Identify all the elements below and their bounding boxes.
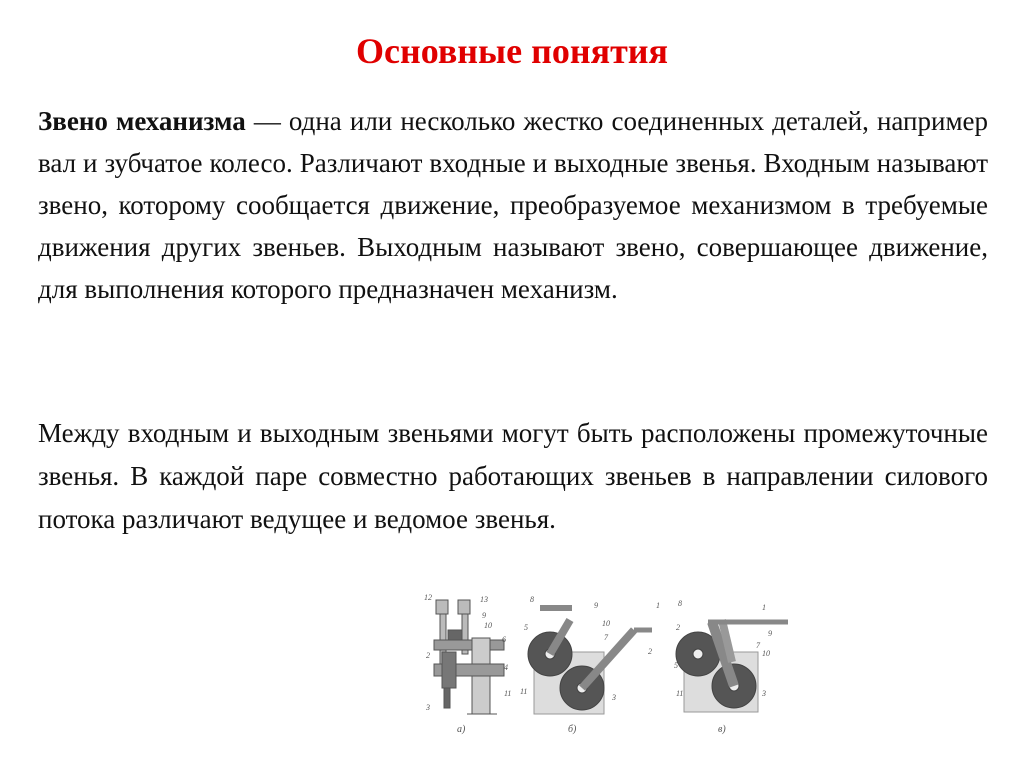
mechanism-figures [412, 592, 792, 742]
paragraph-intermediate [38, 412, 988, 541]
svg-text:а): а) [457, 724, 466, 735]
svg-text:9: 9 [482, 611, 486, 620]
svg-text:7: 7 [604, 633, 608, 642]
definition-text: — одна или несколько жестко соединенных деталей, например вал и зубчатое колесо. Различают входные и выходные звенья. Входным называют звено, которому сообщается движение, преобразуемое механизмом в требуемые движения других звеньев. Выходным называют звено, совершающее движение, для выполнения которого предназначен механизм. [38, 106, 989, 304]
svg-text:4: 4 [504, 663, 508, 672]
svg-text:8: 8 [678, 599, 682, 608]
svg-text:б): б) [568, 724, 577, 735]
svg-text:3: 3 [426, 703, 430, 712]
svg-text:13: 13 [480, 595, 488, 604]
svg-text:2: 2 [676, 623, 680, 632]
svg-text:7: 7 [756, 641, 760, 650]
svg-text:3: 3 [762, 689, 766, 698]
svg-text:8: 8 [530, 595, 534, 604]
svg-text:10: 10 [484, 621, 492, 630]
svg-text:9: 9 [768, 629, 772, 638]
slide-title: Основные понятия [356, 31, 668, 71]
svg-text:11: 11 [504, 689, 512, 698]
svg-text:1: 1 [656, 601, 660, 610]
term-link: Звено механизма [38, 106, 246, 136]
svg-text:в): в) [718, 724, 726, 735]
svg-text:9: 9 [594, 601, 598, 610]
svg-text:11: 11 [520, 687, 528, 696]
figure-b [528, 608, 652, 714]
svg-text:3: 3 [612, 693, 616, 702]
figure-a [434, 600, 504, 714]
svg-text:10: 10 [602, 619, 610, 628]
svg-text:11: 11 [676, 689, 684, 698]
svg-text:6: 6 [502, 635, 506, 644]
svg-text:2: 2 [426, 651, 430, 660]
svg-text:5: 5 [524, 623, 528, 632]
intermediate-text: Между входным и выходным звеньями могут быть расположены промежуточные звенья. В каждой паре совместно работающих звеньев в направлении силового потока различают ведущее и ведомое звенья. [38, 418, 988, 534]
paragraph-definition [38, 100, 988, 310]
svg-text:1: 1 [762, 603, 766, 612]
svg-text:12: 12 [424, 593, 432, 602]
svg-text:10: 10 [762, 649, 770, 658]
svg-text:5: 5 [674, 661, 678, 670]
svg-text:2: 2 [648, 647, 652, 656]
